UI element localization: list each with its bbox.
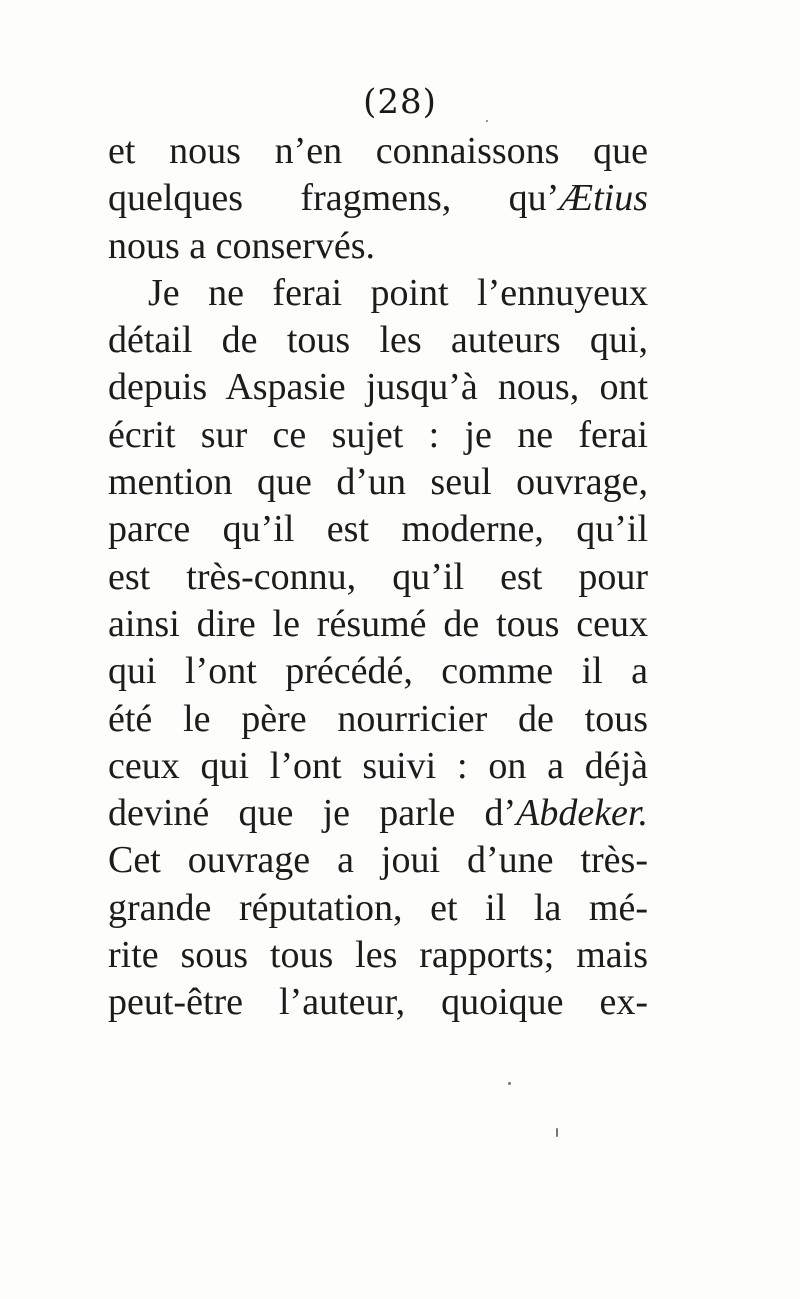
text-line: deviné que je parle d’Abdeker. bbox=[108, 792, 648, 835]
italic-name: Ætius bbox=[559, 177, 648, 220]
text-line: qui l’ont précédé, comme il a bbox=[108, 650, 648, 693]
paper-speck bbox=[508, 1082, 511, 1085]
text-line: peut-être l’auteur, quoique ex- bbox=[108, 981, 648, 1024]
text-line: nous a conservés. bbox=[108, 224, 375, 267]
text-line: depuis Aspasie jusqu’à nous, ont bbox=[108, 366, 648, 409]
italic-name: Abdeker. bbox=[516, 792, 648, 835]
text-line: Cet ouvrage a joui d’une très- bbox=[108, 839, 648, 882]
text-line: détail de tous les auteurs qui, bbox=[108, 319, 648, 362]
text-line: écrit sur ce sujet : je ne ferai bbox=[108, 413, 648, 456]
text-line: grande réputation, et il la mé- bbox=[108, 886, 648, 929]
text-line: ainsi dire le résumé de tous ceux bbox=[108, 602, 648, 645]
body-text bbox=[108, 128, 648, 1027]
page-number: (28) bbox=[363, 82, 437, 122]
text-line: parce qu’il est moderne, qu’il bbox=[108, 508, 648, 551]
text-line: est très-connu, qu’il est pour bbox=[108, 555, 648, 598]
paragraph-start-line: Je ne ferai point l’ennuyeux bbox=[148, 271, 648, 314]
text-line: mention que d’un seul ouvrage, bbox=[108, 461, 648, 504]
text-line: ceux qui l’ont suivi : on a déjà bbox=[108, 744, 648, 787]
text-line: été le père nourricier de tous bbox=[108, 697, 648, 740]
paper-speck bbox=[486, 120, 488, 122]
text-line: et nous n’en connaissons que bbox=[108, 130, 648, 172]
paper-speck bbox=[556, 1128, 558, 1137]
text-line: quelques fragmens, qu’Ætius bbox=[108, 177, 648, 220]
text-line: rite sous tous les rapports; mais bbox=[108, 934, 648, 977]
